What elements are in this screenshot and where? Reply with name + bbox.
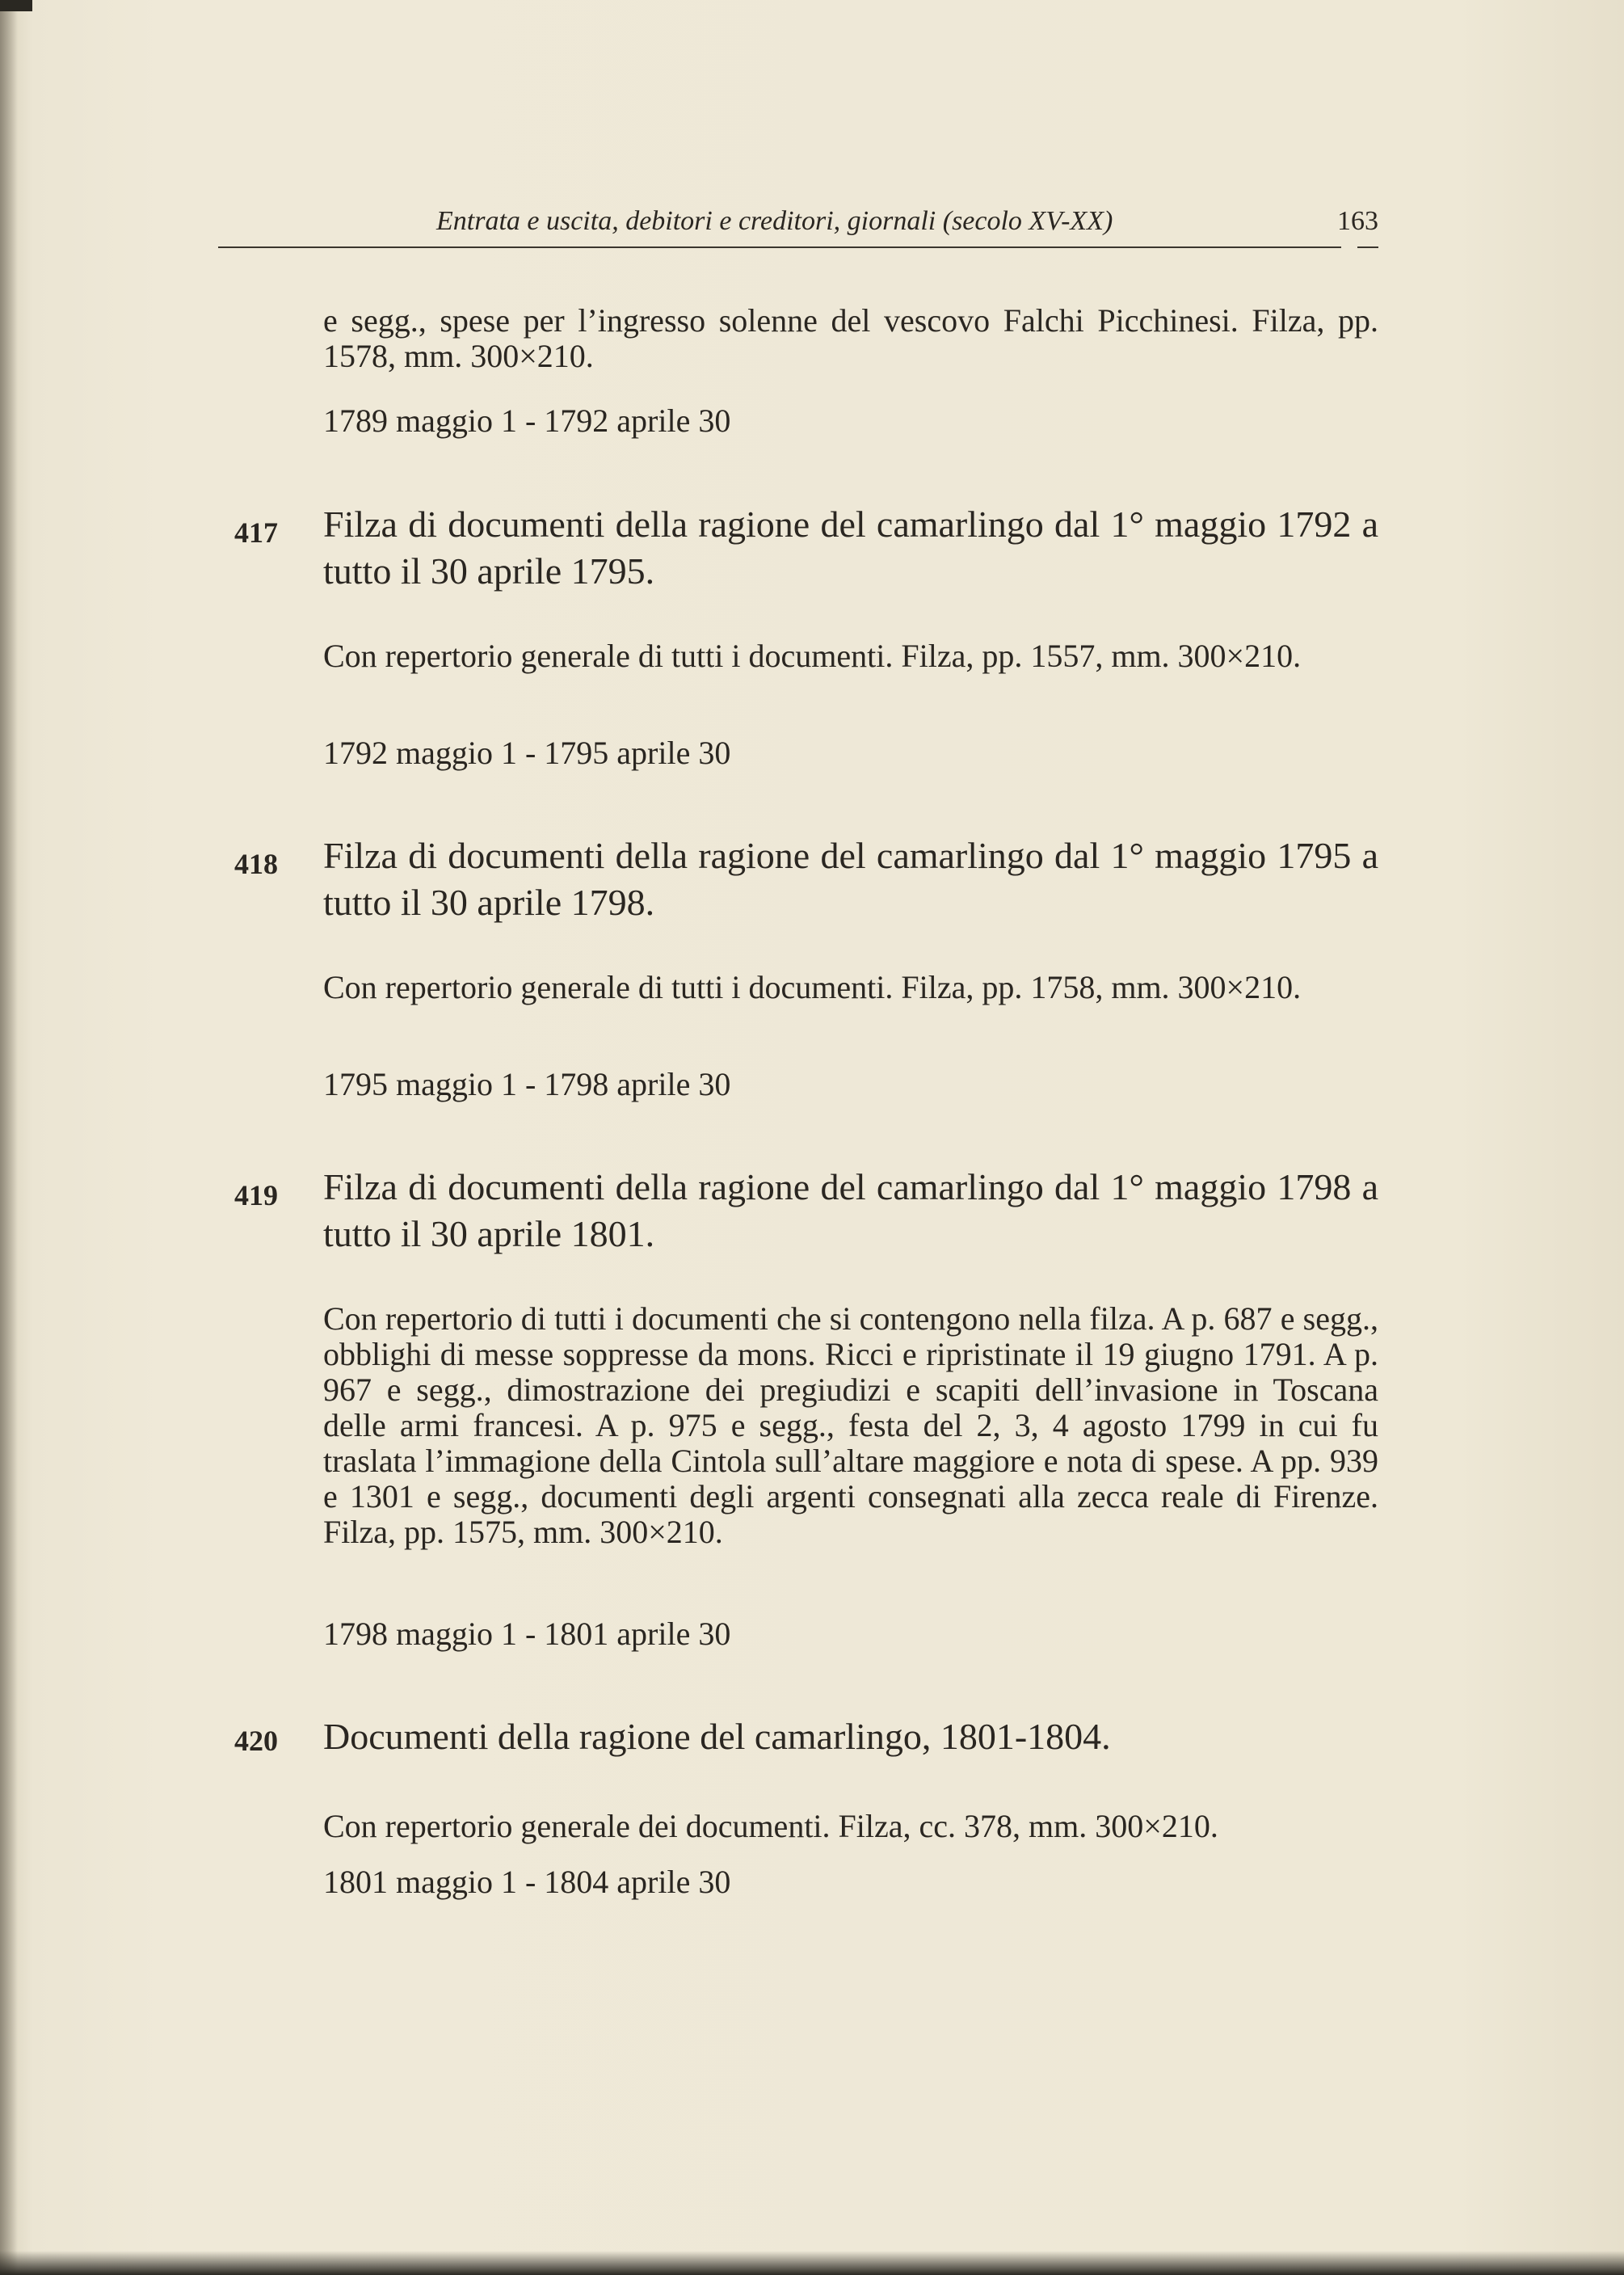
running-title: Entrata e uscita, debitori e creditori, giornali (secolo XV-XX) <box>436 206 1113 236</box>
header-rule <box>218 246 1341 248</box>
entry-number: 420 <box>234 1725 278 1757</box>
scan-edge <box>0 0 32 11</box>
entry-title: Filza di documenti della ragione del camarlingo dal 1° maggio 1792 a tutto il 30 aprile 1795. <box>323 503 1378 592</box>
page-number: 163 <box>1337 206 1378 236</box>
header-rule-short <box>1357 246 1378 248</box>
entry-number: 418 <box>234 848 278 880</box>
gutter-shadow <box>0 0 18 2275</box>
scan-edge-bottom <box>0 2251 1624 2275</box>
entry-number: 419 <box>234 1179 278 1211</box>
entry-date: 1792 maggio 1 - 1795 aprile 30 <box>323 735 731 771</box>
entry-title: Documenti della ragione del camarlingo, 1801-1804. <box>323 1716 1111 1757</box>
entry-number: 417 <box>234 516 278 549</box>
entry-title: Filza di documenti della ragione del camarlingo dal 1° maggio 1798 a tutto il 30 aprile 1801. <box>323 1166 1378 1254</box>
entry-description: Con repertorio generale di tutti i documenti. Filza, pp. 1557, mm. 300×210. <box>323 638 1302 674</box>
continuation-text: e segg., spese per l’ingresso solenne del vescovo Falchi Picchinesi. Filza, pp. 1578, mm. 300×210. <box>323 302 1378 374</box>
entry-date: 1801 maggio 1 - 1804 aprile 30 <box>323 1864 731 1900</box>
entry-description: Con repertorio di tutti i documenti che si contengono nella filza. A p. 687 e segg., obblighi di messe soppresse da mons. Ricci e ripristinate il 19 giugno 1791. A p. 967 e segg., dimostrazione dei pregiudizi e scapiti dell’invasione in Toscana delle armi francesi. A p. 975 e segg., festa del 2, 3, 4 agosto 1799 in cui fu traslata l’immagione della Cintola sull’altare maggiore e nota di spese. A pp. 939 e 1301 e segg., documenti degli argenti consegnati alla zecca reale di Firenze. Filza, pp. 1575, mm. 300×210. <box>323 1300 1378 1550</box>
running-head <box>218 206 1378 255</box>
entry-description: Con repertorio generale di tutti i documenti. Filza, pp. 1758, mm. 300×210. <box>323 969 1302 1005</box>
entry-date: 1795 maggio 1 - 1798 aprile 30 <box>323 1066 731 1102</box>
continuation-date: 1789 maggio 1 - 1792 aprile 30 <box>323 402 731 439</box>
entry-date: 1798 maggio 1 - 1801 aprile 30 <box>323 1616 731 1652</box>
entry-description: Con repertorio generale dei documenti. Filza, cc. 378, mm. 300×210. <box>323 1808 1218 1844</box>
entry-title: Filza di documenti della ragione del camarlingo dal 1° maggio 1795 a tutto il 30 aprile 1798. <box>323 835 1378 923</box>
